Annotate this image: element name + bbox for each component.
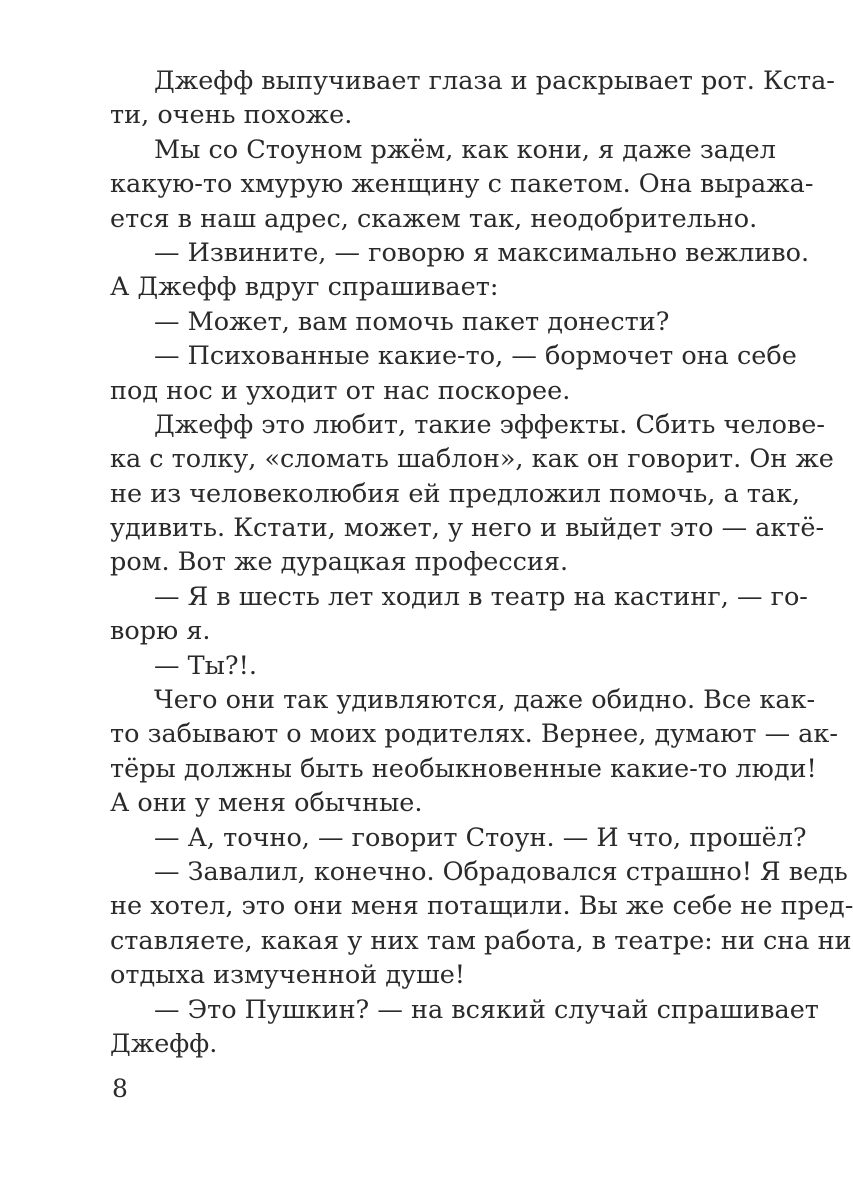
- text-line: то забывают о моих родителях. Вернее, думают — ак-: [110, 719, 838, 750]
- text-line: — Ты?!.: [154, 650, 257, 681]
- text-line: тёры должны быть необыкновенные какие-то люди!: [110, 753, 817, 784]
- text-line: Джефф.: [110, 1028, 218, 1059]
- text-line: ется в наш адрес, скажем так, неодобрительно.: [110, 203, 758, 234]
- page-number: 8: [112, 1074, 128, 1103]
- text-line: под нос и уходит от нас поскорее.: [110, 375, 571, 406]
- text-line: — Я в шесть лет ходил в театр на кастинг, — го-: [154, 581, 808, 612]
- text-line: отдыха измученной душе!: [110, 960, 466, 991]
- text-line: не из человеколюбия ей предложил помочь, а так,: [110, 478, 801, 509]
- text-line: — Извините, — говорю я максимально вежливо.: [154, 237, 810, 268]
- text-line: А Джефф вдруг спрашивает:: [110, 272, 499, 303]
- text-line: — Завалил, конечно. Обрадовался страшно! Я ведь: [154, 856, 848, 887]
- text-line: ставляете, какая у них там работа, в театре: ни сна ни: [110, 925, 852, 956]
- text-line: ка с толку, «сломать шаблон», как он говорит. Он же: [110, 444, 834, 475]
- text-line: — А, точно, — говорит Стоун. — И что, прошёл?: [154, 822, 807, 853]
- text-line: А они у меня обычные.: [110, 788, 423, 819]
- text-line: Чего они так удивляются, даже обидно. Все как-: [154, 685, 816, 716]
- text-line: ром. Вот же дурацкая профессия.: [110, 547, 569, 578]
- body-text: [110, 64, 853, 1061]
- text-line: ти, очень похоже.: [110, 100, 353, 131]
- text-line: Мы со Стоуном ржём, как кони, я даже задел: [154, 134, 776, 165]
- text-line: Джефф это любит, такие эффекты. Сбить челове-: [154, 409, 826, 440]
- text-line: — Может, вам помочь пакет донести?: [154, 306, 670, 337]
- text-line: ворю я.: [110, 616, 211, 647]
- text-line: — Психованные какие-то, — бормочет она себе: [154, 341, 797, 372]
- text-line: — Это Пушкин? — на всякий случай спрашивает: [154, 994, 819, 1025]
- text-line: какую-то хмурую женщину с пакетом. Она выража-: [110, 169, 814, 200]
- text-line: удивить. Кстати, может, у него и выйдет это — актё-: [110, 513, 825, 544]
- text-line: Джефф выпучивает глаза и раскрывает рот. Кста-: [154, 66, 835, 96]
- text-line: не хотел, это они меня потащили. Вы же себе не пред-: [110, 891, 853, 922]
